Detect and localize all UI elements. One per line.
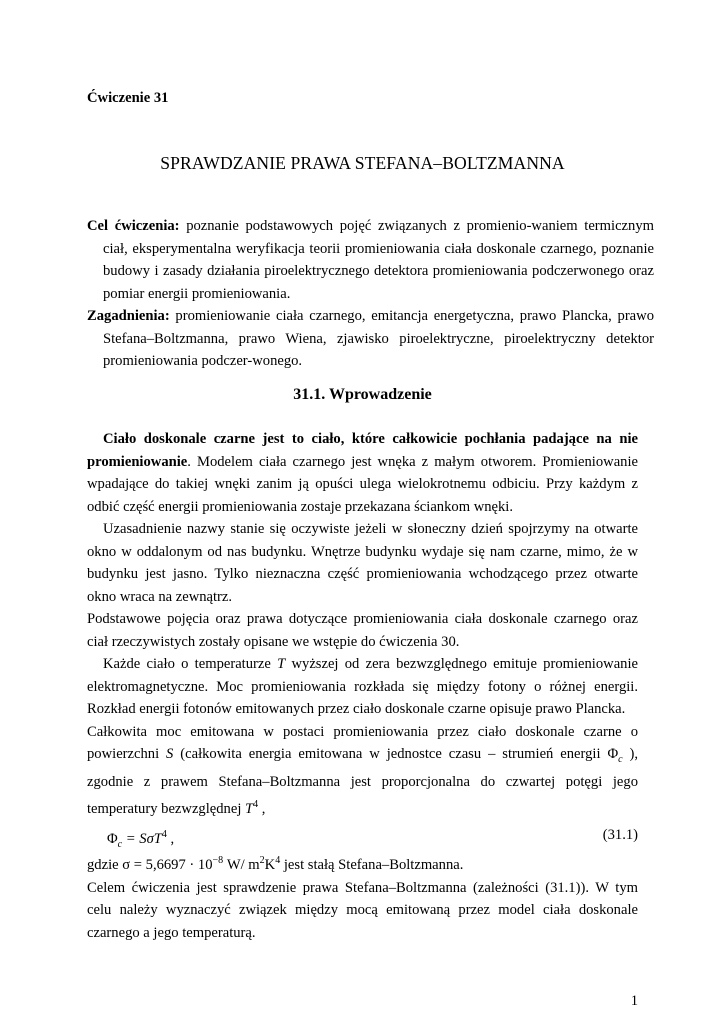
formula-rhs: = SσT [122, 831, 162, 848]
goal-paragraph [87, 215, 654, 305]
topics-label: Zagadnienia: [87, 308, 170, 324]
p6-text-c: K [264, 857, 276, 874]
definition-bold: Ciało doskonale czarne jest to ciało, które całkowicie pochłania padające na nie promieniowanie [87, 431, 638, 470]
paragraph-2: Uzasadnienie nazwy stanie się oczywiste jeżeli w słoneczny dzień spojrzymy na otwarte okno w oddalonym od nas budynku. Wnętrze budynku wydaje się nam czarne, mimo, że w budynku jest jasno. Tylko nieznaczna część promieniowania wchodzącego przez otwarte okno wraca na zewnątrz. [87, 521, 638, 605]
p5-text-c: ), zgodnie z prawem Stefana–Boltzmanna jest proporcjonalna do czwartej potęgi jego temperatury bezwzględnej [87, 746, 638, 817]
p5-text-a: Całkowita moc emitowana w postaci promieniowania przez ciało doskonale czarne o powierzchni [87, 723, 638, 762]
p5-symbol-s: S [166, 746, 174, 762]
formula-sub-c: c [117, 839, 123, 851]
paragraph-5 [87, 721, 638, 821]
formula-number: (31.1) [602, 827, 638, 844]
p6-sup-k: 4 [275, 855, 281, 867]
exercise-label: Ćwiczenie 31 [87, 90, 169, 106]
goal-text: poznanie podstawowych pojęć związanych z promienio-waniem termicznym ciał, eksperymentalna weryfikacja teorii promieniowania ciała doskonale czarnego, poznanie budowy i zasady działania piroelektrycznego detektora promieniowania podczerwonego oraz pomiar energii promieniowania. [103, 218, 654, 302]
paragraph-3: Podstawowe pojęcia oraz prawa dotyczące promieniowania ciała doskonale czarnego oraz ciał rzeczywistych zostały opisane we wstępie do ćwiczenia 30. [87, 611, 638, 650]
page-number: 1 [630, 993, 638, 1009]
document-page [87, 0, 654, 1024]
p4-symbol-t: T [277, 656, 286, 672]
p6-text-b: W/ m [223, 857, 260, 874]
p6-sup-m: 2 [259, 855, 265, 867]
p5-text-d: , [258, 800, 266, 817]
p6-exp: −8 [212, 855, 224, 867]
page-title: SPRAWDZANIE PRAWA STEFANA–BOLTZMANNA [160, 153, 565, 173]
formula-phi: Φ [107, 831, 118, 848]
formula-sup-4: 4 [161, 829, 167, 841]
paragraph-7: Celem ćwiczenia jest sprawdzenie prawa Stefana–Boltzmanna (zależności (31.1)). W tym celu należy wyznaczyć związek między mocą emitowaną przez model ciała doskonale czarnego a jego temperaturą. [87, 879, 638, 941]
paragraph-4 [87, 653, 638, 721]
p6-text-d: jest stałą Stefana–Boltzmanna. [280, 857, 464, 874]
p4-text-a: Każde ciało o temperaturze [103, 656, 278, 672]
formula-31-1 [87, 820, 638, 850]
body-text [87, 428, 638, 944]
p6-text-a: gdzie σ = 5,6697 · 10 [87, 857, 213, 874]
p5-symbol-phi: Φ [607, 746, 619, 762]
p4-text-b: wyższej od zera bezwzględnego emituje promieniowanie elektromagnetyczne. Moc promieniowania rozkłada się między fotony o różnej energii. Rozkład energii fotonów emitowanych przez ciało doskonale czarne opisuje prawo Plancka. [87, 656, 639, 717]
formula-expression [107, 824, 174, 856]
section-heading: 31.1. Wprowadzenie [293, 386, 432, 403]
goal-label: Cel ćwiczenia: [87, 218, 180, 234]
p5-text-b: (całkowita energia emitowana w jednostce czasu – strumień energii [173, 746, 608, 762]
topics-text: promieniowanie ciała czarnego, emitancja energetyczna, prawo Plancka, prawo Stefana–Boltzmanna, prawo Wiena, zjawisko piroelektryczne, piroelektryczny detektor promieniowania podczer-wonego. [103, 308, 654, 369]
topics-paragraph [87, 305, 654, 373]
p5-symbol-t: T [245, 800, 254, 817]
p5-sup-4: 4 [253, 798, 259, 810]
paragraph-1-text: . Modelem ciała czarnego jest wnęka z małym otworem. Promieniowanie wpadające do takiej wnęki zanim ją opuści ulega wielokrotnemu odbiciu. Przy każdym z odbić część energii promieniowania zostaje przekazana ściankom wnęki. [87, 453, 638, 515]
p5-sub-c: c [618, 753, 623, 765]
paragraph-1 [87, 428, 638, 518]
formula-tail: , [166, 831, 175, 848]
